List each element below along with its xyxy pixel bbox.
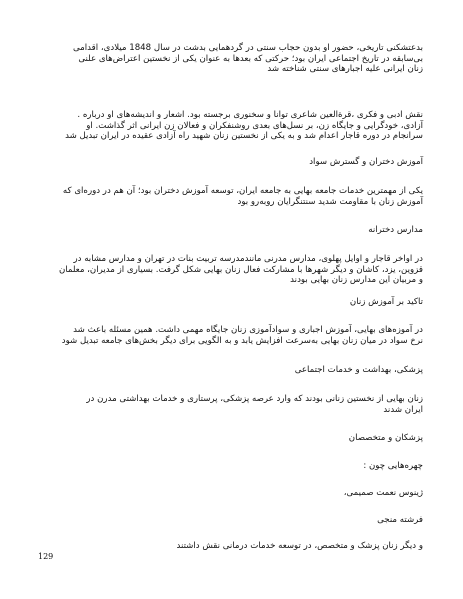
text-line: بی‌سابقه در تاریخ اجتماعی ایران بود؛ حرکتی که بعدها به عنوان یکی از نخستین اعتراض‌های علنی [78,53,423,64]
text-line: قزوین، یزد، کاشان و دیگر شهرها با مشارکت فعال زنان بهایی شکل گرفت. بسیاری از مدیران، معلمان [58,264,423,275]
text-line: زنان ایرانی علیه اجبارهای سنتی شناخته شد [267,64,423,74]
name-zhinous: ژینوس نعمت صمیمی، [343,488,423,498]
text-line: در اواخر قاجار و اوایل پهلوی، مدارس مدرنی مانندمدرسه تربیت بنات در تهران و مدارس مشابه در [73,254,423,264]
text-line: زنان بهایی از نخستین زنانی بودند که وارد عرصه پزشکی، پرستاری و خدمات بهداشتی مدرن در [86,394,423,404]
heading-girls-schools: مدارس دخترانه [368,225,423,235]
name-fereshteh: فرشته منجی [377,515,423,525]
heading-doctors-specialists: پزشکان و متخصصان [348,433,423,443]
paragraph-women-education [62,325,423,346]
text-line: در آموزه‌های بهایی، آموزش اجباری و سوادآموزی زنان جایگاه مهمی داشت. همین مسئله باعث شد [73,325,423,335]
paragraph-medicine-health [86,394,423,415]
paragraph-girls-education [63,186,423,207]
paragraph-literary-role [65,110,423,142]
text-line: و مربیان این مدارس زنان بهایی بودند [290,275,423,285]
text-line: نرخ سواد در میان زنان بهایی به‌سرعت افزایش یابد و به الگویی برای دیگر بخش‌های جامعه تبدیل شود [61,335,423,346]
page-number: 129 [38,552,54,561]
text-line: آموزش زنان با مقاومت شدید سنتنگرایان روبه‌رو بود [237,196,423,207]
text-line: بدعتشکنی تاریخی، حضور او بدون حجاب سنتی در گردهمایی بدشت در سال 1848 میلادی، اقدامی [72,43,423,53]
text-line: یکی از مهمترین خدمات جامعه بهایی به جامعه ایران، توسعه آموزش دختران بود؛ آن هم در دوره‌ای که [62,186,423,196]
text-line: ایران شدند [383,404,423,415]
heading-figures: چهره‌هایی چون : [363,461,423,471]
paragraph-bedasht [73,43,423,75]
heading-girls-education: آموزش دختران و گسترش سواد [309,157,423,167]
text-line: نقش ادبی و فکری ،قرةالعین شاعری توانا و سخنوری برجسته بود. اشعار و اندیشه‌های او درباره . [77,110,423,120]
heading-medicine-health: پزشکی، بهداشت و خدمات اجتماعی [294,365,423,375]
paragraph-girls-schools [59,254,423,286]
text-line: سرانجام در دوره قاجار اعدام شد و به یکی از نخستین زنان شهید راه آزادی عقیده در ایران تبدیل شد [65,131,423,141]
heading-women-education: تاکید بر آموزش زنان [349,297,423,307]
text-line: آزادی، خودگرایی و جایگاه زن، بر نسل‌های بعدی روشنفکران و فعالان زن ایرانی اثر گذاشت. او [86,120,423,131]
paragraph-other-doctors [176,541,423,552]
text-line: و دیگر زنان پزشک و متخصص، در توسعه خدمات درمانی نقش داشتند [176,541,423,551]
